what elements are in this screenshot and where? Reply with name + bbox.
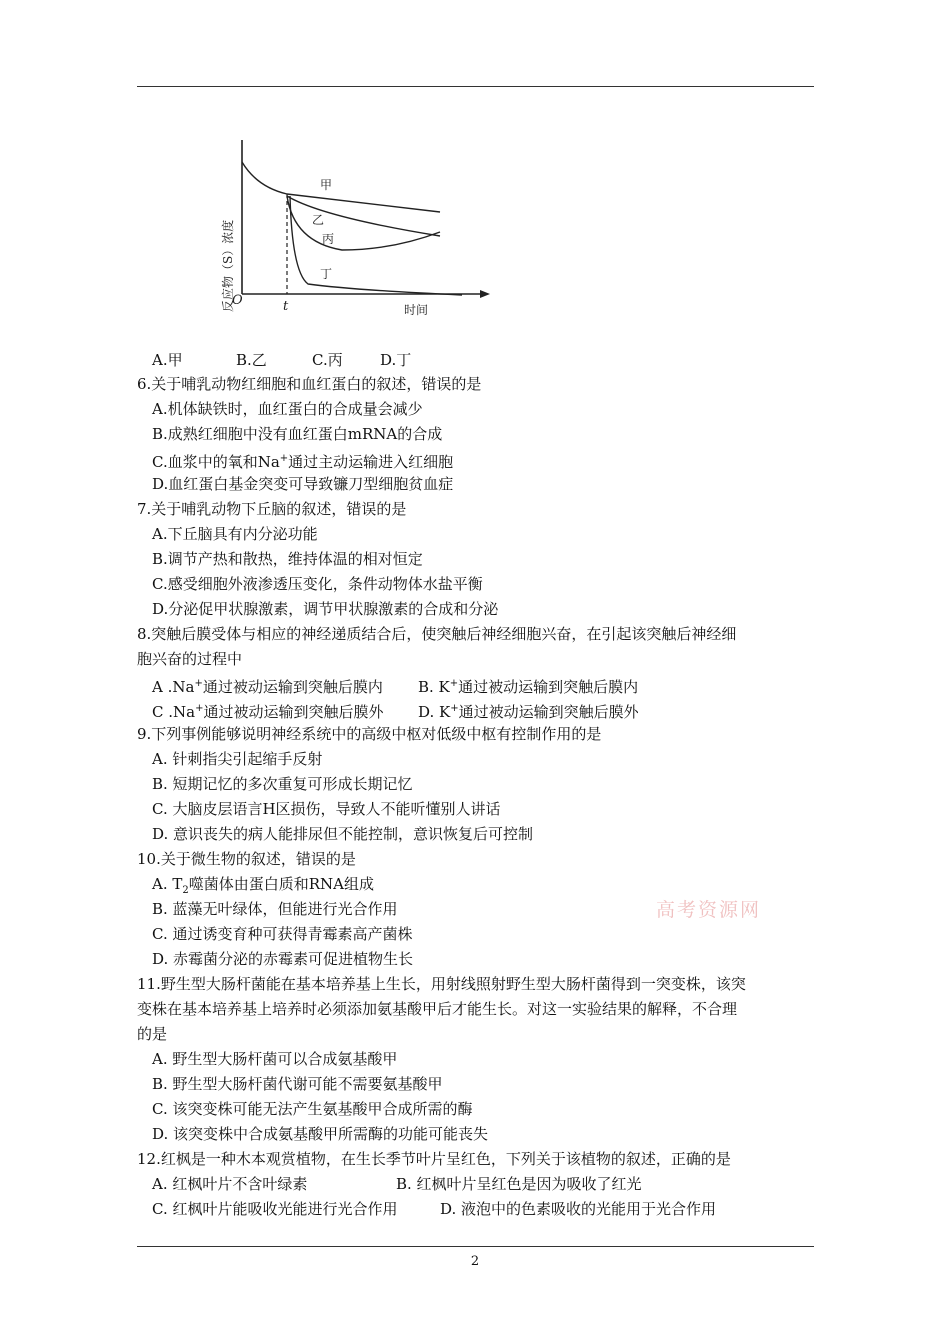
q9-option-d: D. 意识丧失的病人能排尿但不能控制，意识恢复后可控制 [152,825,534,843]
q6-stem: 6.关于哺乳动物红细胞和血红蛋白的叙述，错误的是 [137,375,482,393]
q11-stem-line2: 变株在基本培养基上培养时必须添加氨基酸甲后才能生长。对这一实验结果的解释，不合理 [137,1000,738,1018]
q7-option-c: C.感受细胞外液渗透压变化，条件动物体水盐平衡 [152,575,483,593]
q7-option-d: D.分泌促甲状腺激素，调节甲状腺激素的合成和分泌 [152,600,499,618]
header-rule [137,86,814,87]
q12-option-c: C. 红枫叶片能吸收光能进行光合作用 [152,1200,398,1218]
q5-option-c: C.丙 [312,351,343,369]
q7-stem: 7.关于哺乳动物下丘脑的叙述，错误的是 [137,500,407,518]
q6-option-c: C.血浆中的氧和Na+通过主动运输进入红细胞 [152,453,454,471]
q10-option-a: A. $T_2$噬菌体由蛋白质和RNA组成 [152,875,375,896]
q8-option-b: B. K+通过被动运输到突触后膜内 [418,678,639,696]
q12-option-b: B. 红枫叶片呈红色是因为吸收了红光 [396,1175,642,1193]
q6-option-a: A.机体缺铁时，血红蛋白的合成量会减少 [152,400,423,418]
q5-option-a: A.甲 [152,351,183,369]
q11-option-c: C. 该突变株可能无法产生氨基酸甲合成所需的酶 [152,1100,473,1118]
q12-option-a: A. 红枫叶片不含叶绿素 [152,1175,308,1193]
q8-option-c: C .Na+通过被动运输到突触后膜外 [152,703,384,721]
watermark: 高考资源网 [656,899,762,921]
q11-option-d: D. 该突变株中合成氨基酸甲所需酶的功能可能丧失 [152,1125,489,1143]
q9-option-b: B. 短期记忆的多次重复可形成长期记忆 [152,775,413,793]
q10-stem: 10.关于微生物的叙述，错误的是 [137,850,356,868]
q5-option-d: D.丁 [380,351,412,369]
q12-option-d: D. 液泡中的色素吸收的光能用于光合作用 [440,1200,717,1218]
x-axis-arrow [480,290,490,298]
curve-jia [287,194,440,212]
q7-option-b: B.调节产热和散热，维持体温的相对恒定 [152,550,423,568]
origin-label: O [232,293,243,308]
y-axis-label: 反应物（S）浓度 [221,219,235,312]
q8-option-a: A .Na+通过被动运输到突触后膜内 [152,678,383,696]
q6-option-d: D.血红蛋白基金突变可导致镰刀型细胞贫血症 [152,475,454,493]
curve-label-ding: 丁 [320,267,333,281]
footer-rule [137,1246,814,1247]
q11-option-b: B. 野生型大肠杆菌代谢可能不需要氨基酸甲 [152,1075,443,1093]
q11-option-a: A. 野生型大肠杆菌可以合成氨基酸甲 [152,1050,398,1068]
q9-option-a: A. 针刺指尖引起缩手反射 [152,750,323,768]
q8-option-d: D. K+通过被动运输到突触后膜外 [418,703,639,721]
q6-option-b: B.成熟红细胞中没有血红蛋白mRNA的合成 [152,425,443,443]
q10-option-c: C. 通过诱变育种可获得青霉素高产菌株 [152,925,413,943]
q11-stem-line1: 11.野生型大肠杆菌能在基本培养基上生长，用射线照射野生型大肠杆菌得到一突变株，该突 [137,975,746,993]
q9-stem: 9.下列事例能够说明神经系统中的高级中枢对低级中枢有控制作用的是 [137,725,602,743]
curve-initial [242,162,287,194]
q10-option-d: D. 赤霉菌分泌的赤霉素可促进植物生长 [152,950,414,968]
page-number: 2 [470,1254,480,1269]
t-label: t [283,299,289,314]
q11-stem-line3: 的是 [137,1025,168,1043]
reaction-curve-figure [212,132,502,322]
q8-stem-line1: 8.突触后膜受体与相应的神经递质结合后，使突触后神经细胞兴奋，在引起该突触后神经细 [137,625,737,643]
curve-bing [287,196,440,250]
q10-option-b: B. 蓝藻无叶绿体，但能进行光合作用 [152,900,398,918]
q5-option-b: B.乙 [236,351,267,369]
x-axis-label: 时间 [404,303,429,317]
q7-option-a: A.下丘脑具有内分泌功能 [152,525,318,543]
curve-yi [287,196,440,236]
q12-stem: 12.红枫是一种木本观赏植物，在生长季节叶片呈红色，下列关于该植物的叙述，正确的是 [137,1150,731,1168]
q8-stem-line2: 胞兴奋的过程中 [137,650,243,668]
curve-label-jia: 甲 [320,178,333,192]
curve-label-bing: 丙 [322,232,335,246]
q9-option-c: C. 大脑皮层语言H区损伤，导致人不能听懂别人讲话 [152,800,501,818]
curve-label-yi: 乙 [312,213,325,227]
